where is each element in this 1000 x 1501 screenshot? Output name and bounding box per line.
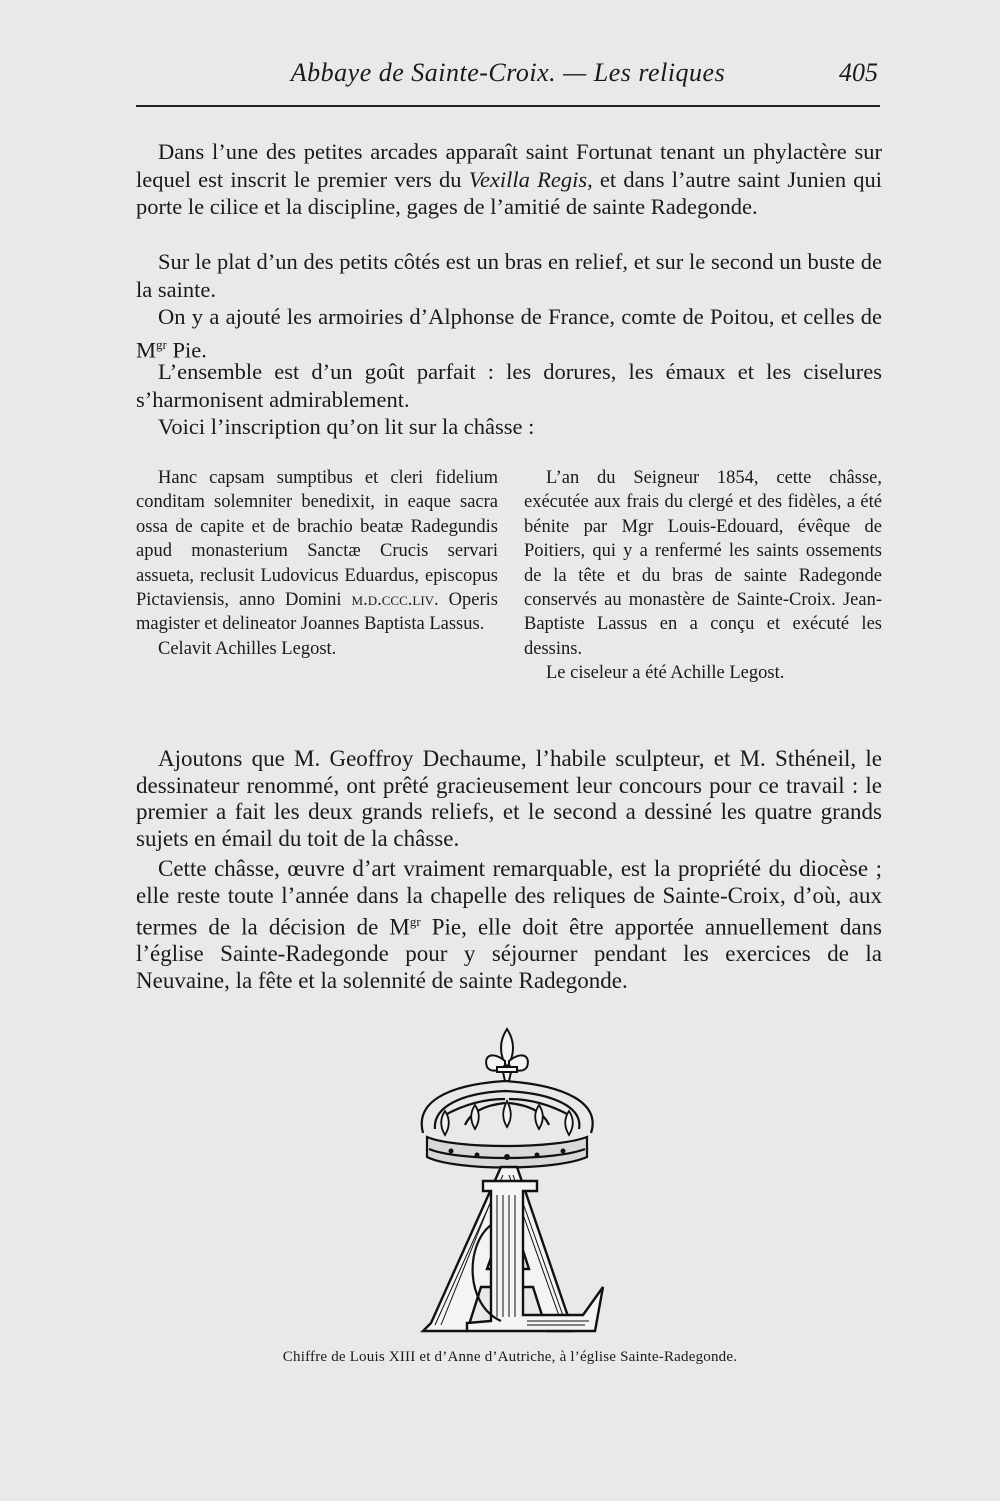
title-vexilla-regis: Vexilla Regis: [468, 166, 588, 192]
paragraph-text: , et dans l’autre saint Junien qui porte le cilice et la discipline, gages de l’amitié de sainte Radegonde.: [136, 166, 882, 219]
paragraph-text: Pie.: [166, 337, 207, 362]
crowned-monogram-icon: [405, 1025, 610, 1343]
paragraph-propriete: [136, 856, 882, 994]
paragraph-collaborateurs: Ajoutons que M. Geoffroy Dechaume, l’habile sculpteur, et M. Sthéneil, le dessinateur renommé, ont prêté gracieusement leur concours pour ce travail : le premier a fait les deux grands reliefs, et le second a dessiné les quatre grands sujets en émail du toit de la châsse.: [136, 746, 882, 851]
superscript: gr: [409, 914, 421, 929]
page-number: 405: [839, 58, 878, 87]
paragraph-inscription-intro: Voici l’inscription qu’on lit sur la châsse :: [158, 414, 535, 439]
figure-caption: Chiffre de Louis XIII et d’Anne d’Autriche, à l’église Sainte-Radegonde.: [282, 1349, 738, 1365]
paragraph-text: On y a ajouté les armoiries d’Alphonse de France, comte de Poitou, et celles de M: [136, 304, 882, 362]
page-header: [136, 58, 880, 98]
inscription-french: [524, 466, 882, 686]
paragraph-arcades: [136, 138, 882, 221]
running-title: Abbaye de Sainte-Croix. — Les reliques: [290, 58, 726, 87]
paragraph-text: Pie, elle doit être apportée annuellement dans l’église Sainte-Radegonde pour y séjourner pendant les exercices de la Neuvaine, la fête et la solennité de sainte Radegonde.: [136, 914, 883, 993]
superscript: gr: [156, 336, 167, 352]
paragraph-text: Dans l’une des petites arcades apparaît saint Fortunat tenant un phylactère sur lequel est inscrit le premier vers du: [136, 139, 882, 192]
french-text: L’an du Seigneur 1854, cette châsse, exécutée aux frais du clergé et des fidèles, a été bénite par Mgr Louis-Edouard, évêque de Poitiers, qui y a renfermé les saints ossements de la tête et du bras de sainte Radegonde conservés au monastère de Sainte-Croix. Jean-Baptiste Lassus en a conçu et exécuté les dessins.: [524, 468, 882, 659]
latin-celavit: Celavit Achilles Legost.: [158, 638, 337, 659]
latin-text: [136, 466, 498, 637]
latin-year: m.d.ccc.liv.: [351, 590, 439, 611]
paragraph-armoiries: [136, 303, 882, 364]
latin-opus: Operis magister et delineator Joannes Baptista Lassus.: [136, 590, 499, 635]
french-ciseleur: Le ciseleur a été Achille Legost.: [546, 663, 785, 684]
header-rule: [136, 105, 880, 107]
paragraph-text: Cette châsse, œuvre d’art vraiment remarquable, est la propriété du diocèse ; elle reste toute l’année dans la chapelle des reliques de Sainte-Croix, d’où, aux termes de la décision de M: [136, 856, 882, 940]
paragraph-bras-relief: Sur le plat d’un des petits côtés est un bras en relief, et sur le second un buste de la sainte.: [136, 249, 882, 302]
paragraph-ensemble: L’ensemble est d’un goût parfait : les dorures, les émaux et les ciselures s’harmonisent admirablement.: [136, 359, 882, 412]
latin-main: Hanc capsam sumptibus et cleri fidelium conditam solemniter benedixit, in eaque sacra ossa de capite et de brachio beatæ Radegundis apud monasterium Sanctæ Crucis servari assueta, reclusit Ludovicus Eduardus, episcopus Pictaviensis, anno Domini: [136, 468, 498, 611]
inscription-latin: [136, 466, 498, 661]
